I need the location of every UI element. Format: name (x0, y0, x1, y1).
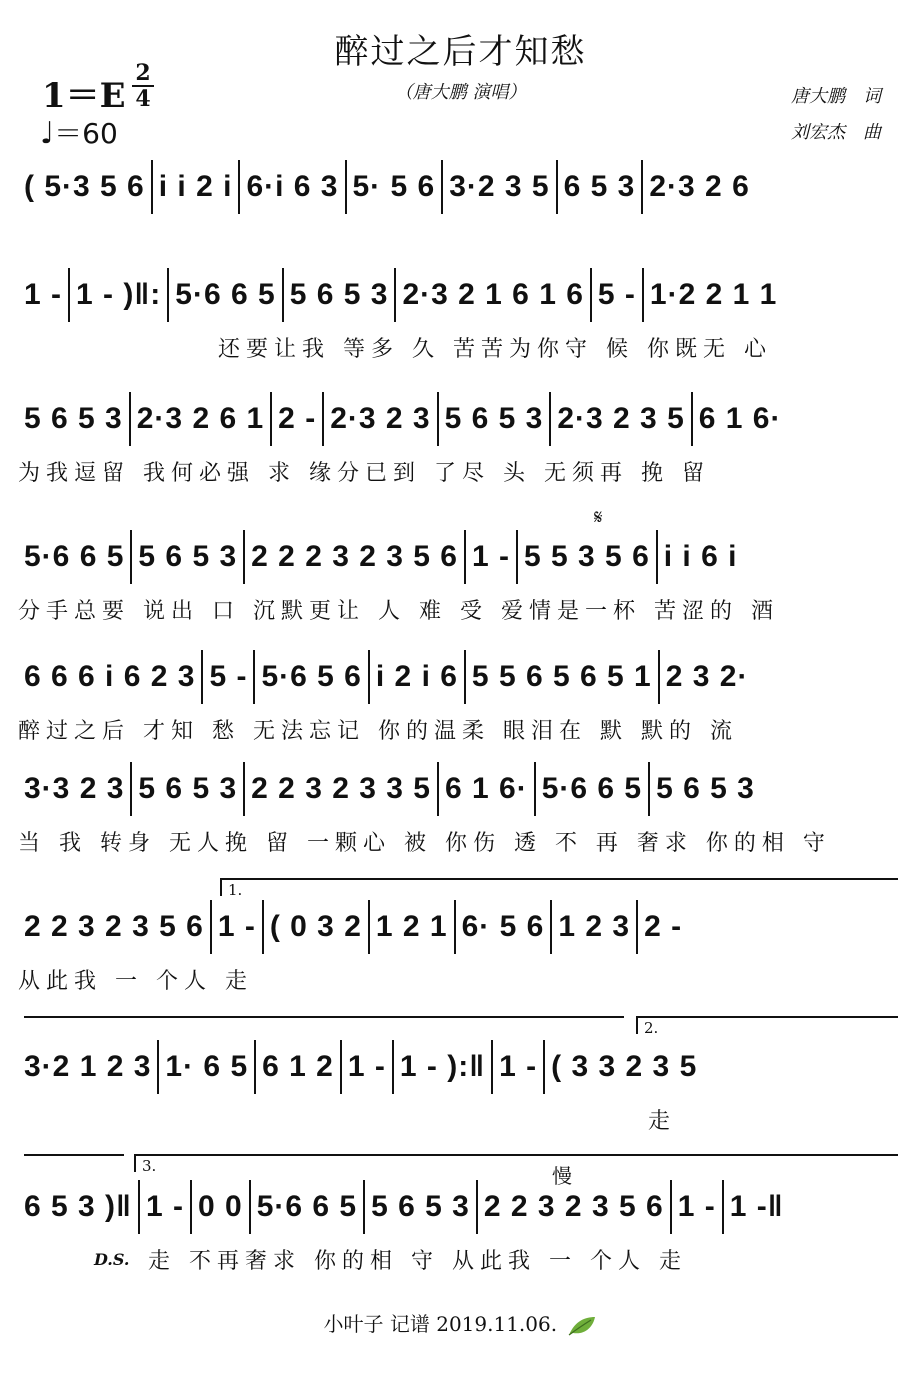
measure: 6· 5 6 (456, 900, 553, 954)
measure: 1 - (466, 530, 518, 584)
lyrics-line: 为我逗留 我何必强 求 缘分已到 了尽 头 无须再 挽 留 (18, 461, 710, 486)
measure: 2 2 3 2 3 5 6 (478, 1180, 672, 1234)
measure: 2·3 2 3 5 (551, 392, 692, 446)
score-row (18, 1040, 903, 1150)
lyrics-line: 还要让我 等多 久 苦苦为你守 候 你既无 心 (218, 337, 772, 362)
notes-line (18, 1040, 903, 1104)
measure: i 2 i 6 (370, 650, 466, 704)
measure: 1 -‖ (729, 1190, 784, 1223)
notes-line (18, 650, 903, 714)
notes-line (18, 1180, 903, 1244)
measure: 2 2 3 2 3 5 6 (18, 900, 212, 954)
lyrics-line: 当 我 转身 无人挽 留 一颗心 被 你伤 透 不 再 奢求 你的相 守 (18, 831, 831, 856)
measure: 5·6 6 5 (536, 762, 650, 816)
score-row (18, 650, 903, 760)
score-row (18, 900, 903, 1010)
measure: 1 - (493, 1040, 545, 1094)
volta-2-continuation-line (24, 1154, 124, 1156)
volta-1-continuation-line (24, 1016, 624, 1018)
measure: 6 6 6 i 6 2 3 (18, 650, 203, 704)
time-signature-bottom: 4 (135, 86, 151, 112)
measure: 1 2 3 (552, 900, 638, 954)
measure: 5 5 3 5 6 (518, 530, 658, 584)
measure: 1 2 1 (370, 900, 456, 954)
footer-text: 小叶子 记谱 2019.11.06. (323, 1312, 558, 1336)
measure: ( 3 3 2 3 5 (551, 1050, 698, 1083)
lyrics-line: 走 (648, 1109, 677, 1134)
notes-line (18, 392, 903, 456)
measure: 5 5 6 5 6 5 1 (466, 650, 660, 704)
measure: 1 - (342, 1040, 394, 1094)
lyrics-line: 走 不再奢求 你的相 守 从此我 一 个人 走 (148, 1249, 687, 1274)
measure: 5 6 5 3 (284, 268, 397, 322)
measure: 2 2 2 3 2 3 5 6 (245, 530, 466, 584)
volta-ending-1: 1. (220, 878, 898, 896)
measure: 2 2 3 2 3 3 5 (245, 762, 439, 816)
measure: ( 5·3 5 6 (18, 160, 153, 214)
lyrics-line (18, 224, 903, 260)
measure: 1 - ):‖ (394, 1040, 493, 1094)
measure: 5·6 6 5 (251, 1180, 365, 1234)
song-title: 醉过之后才知愁 (334, 32, 587, 72)
measure: 5 6 5 3 (132, 762, 245, 816)
notes-line (18, 530, 903, 594)
volta-ending-2: 2. (636, 1016, 898, 1034)
quarter-note-icon: ♩ (40, 116, 55, 151)
lyrics-line: 从此我 一 个人 走 (18, 969, 253, 994)
tempo-value: ＝60 (54, 117, 118, 150)
notes-line (18, 160, 903, 224)
transcriber-footer (0, 1308, 921, 1337)
measure: 5·6 5 6 (255, 650, 369, 704)
time-signature (132, 62, 154, 110)
measure: 3·2 3 5 (443, 160, 557, 214)
measure: 1 - (212, 900, 264, 954)
lyricist-credit: 唐大鹏 词 (791, 86, 881, 107)
measure: 5 - (592, 268, 644, 322)
measure: 3·2 1 2 3 (18, 1040, 159, 1094)
measure: ( 0 3 2 (264, 900, 370, 954)
measure: 5 6 5 3 (365, 1180, 478, 1234)
score-row (18, 1180, 903, 1290)
measure: 2·3 2 6 1 (131, 392, 272, 446)
tempo-marking (40, 112, 118, 152)
measure: 2 - (644, 910, 683, 943)
lyrics-line: 醉过之后 才知 愁 无法忘记 你的温柔 眼泪在 默 默的 流 (18, 719, 738, 744)
measure: 1 - (672, 1180, 724, 1234)
measure: i i 6 i (663, 540, 738, 573)
score-row (18, 530, 903, 640)
lyrics-line: 分手总要 说出 口 沉默更让 人 难 受 爱情是一杯 苦涩的 酒 (18, 599, 779, 624)
measure: 1·2 2 1 1 (649, 278, 778, 311)
measure: i i 2 i (153, 160, 241, 214)
score-row (18, 268, 903, 378)
leaf-icon (567, 1315, 597, 1337)
notes-line (18, 268, 903, 332)
dal-segno-marking: D.S. (94, 1250, 130, 1269)
measure: 1 - (18, 268, 70, 322)
measure: 1· 6 5 (159, 1040, 256, 1094)
slow-tempo-marking: 慢 (552, 1164, 572, 1188)
measure: 2·3 2 6 (649, 170, 750, 203)
measure: 3·3 2 3 (18, 762, 132, 816)
measure: 2 - (272, 392, 324, 446)
measure: 6 1 6· (698, 402, 782, 435)
measure: 6 5 3 (558, 160, 644, 214)
measure: 5·6 6 5 (18, 530, 132, 584)
score-row (18, 762, 903, 872)
composer-credit: 刘宏杰 曲 (791, 122, 881, 143)
measure: 0 0 (192, 1180, 251, 1234)
measure: 1 - (140, 1180, 192, 1234)
score-row (18, 160, 903, 270)
score-row (18, 392, 903, 502)
measure: 5 6 5 3 (18, 392, 131, 446)
measure: 5 - (203, 650, 255, 704)
measure: 6·i 6 3 (240, 160, 346, 214)
time-signature-top: 2 (135, 60, 151, 86)
measure: 6 1 2 (256, 1040, 342, 1094)
measure: 2·3 2 1 6 1 6 (396, 268, 591, 322)
measure: 6 5 3 )‖ (18, 1180, 140, 1234)
performer-subtitle: （唐大鹏 演唱） (394, 82, 527, 103)
notes-line (18, 762, 903, 826)
measure: 2·3 2 3 (324, 392, 438, 446)
measure: 5 6 5 3 (439, 392, 552, 446)
segno-icon: 𝄋 (594, 505, 603, 529)
measure: 5 6 5 3 (132, 530, 245, 584)
measure: 5 6 5 3 (656, 772, 755, 805)
notes-line (18, 900, 903, 964)
measure: 5· 5 6 (347, 160, 444, 214)
measure: 5·6 6 5 (169, 268, 283, 322)
volta-ending-3: 3. (134, 1154, 898, 1172)
key-signature: 1＝E (42, 76, 126, 116)
measure: 2 3 2· (665, 660, 749, 693)
measure: 6 1 6· (439, 762, 536, 816)
measure: 1 - )‖: (70, 268, 169, 322)
